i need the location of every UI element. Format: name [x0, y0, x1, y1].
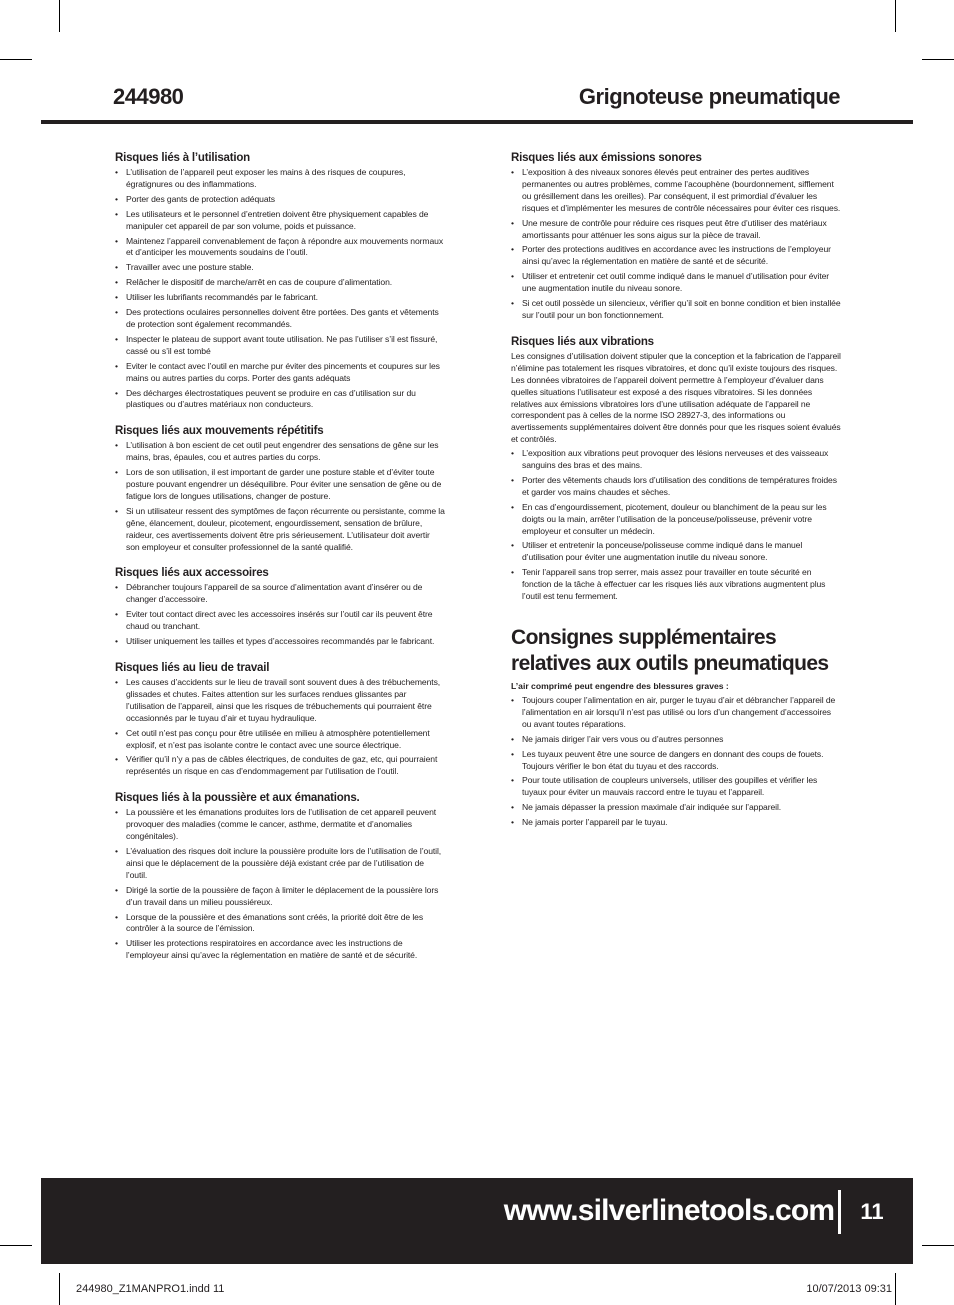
bullet-list [115, 582, 445, 648]
list-item: • Les causes d’accidents sur le lieu de travail sont souvent dues à des trébuchements, glissades et chutes. Faites attention sur les surfaces rendues glissantes par l’utilisation de l’appareil, ainsi que les risques de trébuchements qui pourraient être occasionnés par le tuyau d’air et tuyau hydraulique. [115, 677, 445, 725]
list-item: • La poussière et les émanations produites lors de l’utilisation de cet appareil peuvent provoquer des maladies (comme le cancer, asthme, dermatite et d’anomalies congénitales). [115, 807, 445, 843]
section [115, 792, 445, 962]
section-vibration [511, 336, 841, 603]
crop-mark [895, 0, 896, 32]
list-item: • L’exposition aux vibrations peut provoquer des lésions nerveuses et des vaisseaux sanguins des bras et des mains. [511, 448, 841, 472]
bullet-list [511, 448, 841, 603]
slug-filename: 244980_Z1MANPRO1.indd 11 [76, 1283, 225, 1295]
list-item: • Ne jamais diriger l’air vers vous ou d’autres personnes [511, 734, 841, 746]
pneumatic-heading: Consignes supplémentaires relatives aux outils pneumatiques [511, 626, 829, 675]
crop-mark [59, 0, 60, 32]
list-item: • Ne jamais dépasser la pression maximale d’air indiquée sur l’appareil. [511, 802, 841, 814]
bullet-list [115, 167, 445, 411]
list-item: • Porter des vêtements chauds lors d’utilisation des conditions de températures froides et garder vos mains chaudes et sèches. [511, 475, 841, 499]
list-item: • Cet outil n’est pas conçu pour être utilisée en milieu à atmosphère potentiellement explosif, et n’est pas isolante contre le contact avec une source électrique. [115, 728, 445, 752]
list-item: • Si un utilisateur ressent des symptômes de façon récurrente ou persistante, comme la gêne, élancement, douleur, picotement, engourdissement, sensation de brûlure, raideur, ces avertissements doivent être pris sérieusement. L’utilisateur doit avertir son employeur et consulter professionnel de la santé qualifié. [115, 506, 445, 554]
bullet-list [511, 167, 841, 322]
list-item: • Eviter le contact avec l’outil en marche pur éviter des pincements et coupures sur les mains ou autres parties du corps. Porter des gants adéquats [115, 361, 445, 385]
list-item: • Utiliser les protections respiratoires en accordance avec les instructions de l’employeur ainsi qu’avec la réglementation en matière de santé et de sécurité. [115, 938, 445, 962]
list-item: • L’utilisation à bon escient de cet outil peut engendrer des sensations de gêne sur les mains, bras, épaules, cou et autres parties du corps. [115, 440, 445, 464]
section [115, 567, 445, 648]
bullet-list [115, 440, 445, 553]
crop-mark [0, 1245, 32, 1246]
list-item: • Porter des protections auditives en accordance avec les instructions de l’employeur ainsi qu’avec la réglementation en matière de santé et de sécurité. [511, 244, 841, 268]
left-column [115, 152, 445, 976]
model-number: 244980 [113, 84, 184, 109]
section [115, 425, 445, 553]
list-item: • Débrancher toujours l’appareil de sa source d’alimentation avant d’insérer ou de changer d’accessoire. [115, 582, 445, 606]
page-title: Grignoteuse pneumatique [578, 84, 840, 109]
list-item: • Utiliser les lubrifiants recommandés par le fabricant. [115, 292, 445, 304]
section-heading: Risques liés à l’utilisation [115, 152, 250, 164]
section-pneumatic [511, 625, 841, 829]
list-item: • Des décharges électrostatiques peuvent se produire en cas d’utilisation sur du plastiques ou d’autres matériaux non conducteurs. [115, 388, 445, 412]
crop-mark [59, 1273, 60, 1305]
list-item: • Lorsque de la poussière et des émanations sont créés, la priorité doit être de les contrôler à la source de l’émission. [115, 912, 445, 936]
crop-mark [922, 59, 954, 60]
crop-mark [0, 59, 32, 60]
list-item: • Les tuyaux peuvent être une source de dangers en donnant des coups de fouets. Toujours vérifier le bon état du tuyau et des raccords. [511, 749, 841, 773]
bullet-list [511, 695, 841, 829]
list-item: • Porter des gants de protection adéquats [115, 194, 445, 206]
section-heading: Risques liés à la poussière et aux émanations. [115, 792, 360, 805]
list-item: • L’exposition à des niveaux sonores élevés peut entrainer des pertes auditives permanentes ou autres problèmes, comme l’acouphène (bourdonnement, sifflement ou grésillement dans les oreilles). Par conséquent, il est primordial d’évaluer les risques et d’implémenter les mesures de contrôle nécessaires pour éviter ces risques. [511, 167, 841, 215]
slug-date: 10/07/2013 09:31 [806, 1283, 892, 1295]
section-heading: Risques liés au lieu de travail [115, 662, 270, 674]
list-item: • Ne jamais porter l’appareil par le tuyau. [511, 817, 841, 829]
list-item: • Des protections oculaires personnelles doivent être portées. Des gants et vêtements de protection sont également recommandés. [115, 307, 445, 331]
list-item: • Travailler avec une posture stable. [115, 262, 445, 274]
bullet-list [115, 677, 445, 778]
section-noise [511, 152, 841, 322]
section [115, 662, 445, 778]
list-item: • Inspecter le plateau de support avant toute utilisation. Ne pas l’utiliser s’il est fissuré, cassé ou s’il est tombé [115, 334, 445, 358]
pneumatic-subheading: L’air comprimé peut engendre des blessures graves : [511, 681, 729, 691]
list-item: • Eviter tout contact direct avec les accessoires insérés sur l’outil car ils peuvent être chaud ou tranchant. [115, 609, 445, 633]
footer-bar [41, 1178, 913, 1264]
section [115, 152, 445, 411]
list-item: • L’utilisation de l’appareil peut exposer les mains à des risques de coupures, égratignures ou des inflammations. [115, 167, 445, 191]
right-column [511, 152, 841, 843]
list-item: • Maintenez l’appareil convenablement de façon à répondre aux mouvements normaux et d’anticiper les mouvements soudains de l’outil. [115, 236, 445, 260]
page-header [41, 84, 913, 124]
list-item: • Vérifier qu’il n’y a pas de câbles électriques, de conduites de gaz, etc, qui pourraient représentés un risque en cas d’endommagement par l’utilisation de l’outil. [115, 754, 445, 778]
section-heading: Risques liés aux accessoires [115, 567, 269, 580]
list-item: • Tenir l’appareil sans trop serrer, mais assez pour travailler en toute sécurité en fonction de la tâche à effectuer car les risques liés aux vibrations augmentent plus l’outil est tenu fermement. [511, 567, 841, 603]
list-item: • Utiliser et entretenir la ponceuse/polisseuse comme indiqué dans le manuel d’utilisation pour éviter une augmentation inutile du niveau sonore. [511, 540, 841, 564]
list-item: • Pour toute utilisation de coupleurs universels, utiliser des goupilles et vérifier les tuyaux pour éviter un mauvais raccord entre le tuyau et l’appareil. [511, 775, 841, 799]
list-item: • Utiliser et entretenir cet outil comme indiqué dans le manuel d’utilisation pour éviter une augmentation inutile du niveau sonore. [511, 271, 841, 295]
list-item: • Une mesure de contrôle pour réduire ces risques peut être d’utiliser des matériaux amortissants pour atténuer les sons aigus sur la pièce de travail. [511, 218, 841, 242]
list-item: • Dirigé la sortie de la poussière de façon à limiter le déplacement de la poussière lors d’un travail dans un milieu poussiéreux. [115, 885, 445, 909]
bullet-list [115, 807, 445, 962]
section-heading: Risques liés aux mouvements répétitifs [115, 425, 324, 438]
crop-mark [922, 1245, 954, 1246]
list-item: • Lors de son utilisation, il est important de garder une posture stable et d’éviter toute posture pouvant engendrer un déséquilibre. Pour éviter une sensation de gêne ou de fatigue lors de longues utilisations, changer de posture. [115, 467, 445, 503]
page-number: 11 [838, 1190, 903, 1234]
website-link[interactable]: www.silverlinetools.com [503, 1194, 835, 1227]
section-intro: Les consignes d’utilisation doivent stipuler que la conception et la fabrication de l’appareil n’élimine pas totalement les risques vibratoires, et donc qu’il existe toujours des risques. Les données vibratoires de l’appareil doivent permettre à l’employeur d’évaluer dans quelles situations l’utilisateur est exposé a des risques vibratoires. Si les données relatives aux émissions vibratoires lors d’une utilisation adéquate de l’appareil ne correspondent pas à celles de la norme ISO 28927-3, des informations ou avertissements supplémentaires doivent être donnés pour que les risques soient évalués et contrôlés. [511, 350, 841, 445]
list-item: • Toujours couper l’alimentation en air, purger le tuyau d’air et débrancher l’appareil de l’alimentation en air lorsqu’il n’est pas utilisé ou lors d’un changement d’accessoires ou avant toutes réparations. [511, 695, 841, 731]
list-item: • Les utilisateurs et le personnel d’entretien doivent être physiquement capables de manipuler cet appareil de par son volume, poids et puissance. [115, 209, 445, 233]
list-item: • Si cet outil possède un silencieux, vérifier qu’il soit en bonne condition et bien installée sur l’outil pour un bon fonctionnement. [511, 298, 841, 322]
section-heading: Risques liés aux vibrations [511, 335, 654, 348]
list-item: • Relâcher le dispositif de marche/arrêt en cas de coupure d’alimentation. [115, 277, 445, 289]
section-heading: Risques liés aux émissions sonores [511, 152, 702, 164]
list-item: • Utiliser uniquement les tailles et types d’accessoires recommandés par le fabricant. [115, 636, 445, 648]
list-item: • L’évaluation des risques doit inclure la poussière produite lors de l’utilisation de l’outil, ainsi que le déplacement de la poussière déjà existant crée par de l’utilisation de l’outil. [115, 846, 445, 882]
list-item: • En cas d’engourdissement, picotement, douleur ou blanchiment de la peau sur les doigts ou la main, arrêter l’utilisation de la ponceuse/polisseuse, prévenir votre employeur et consulter un médecin. [511, 502, 841, 538]
crop-mark [895, 1273, 896, 1305]
